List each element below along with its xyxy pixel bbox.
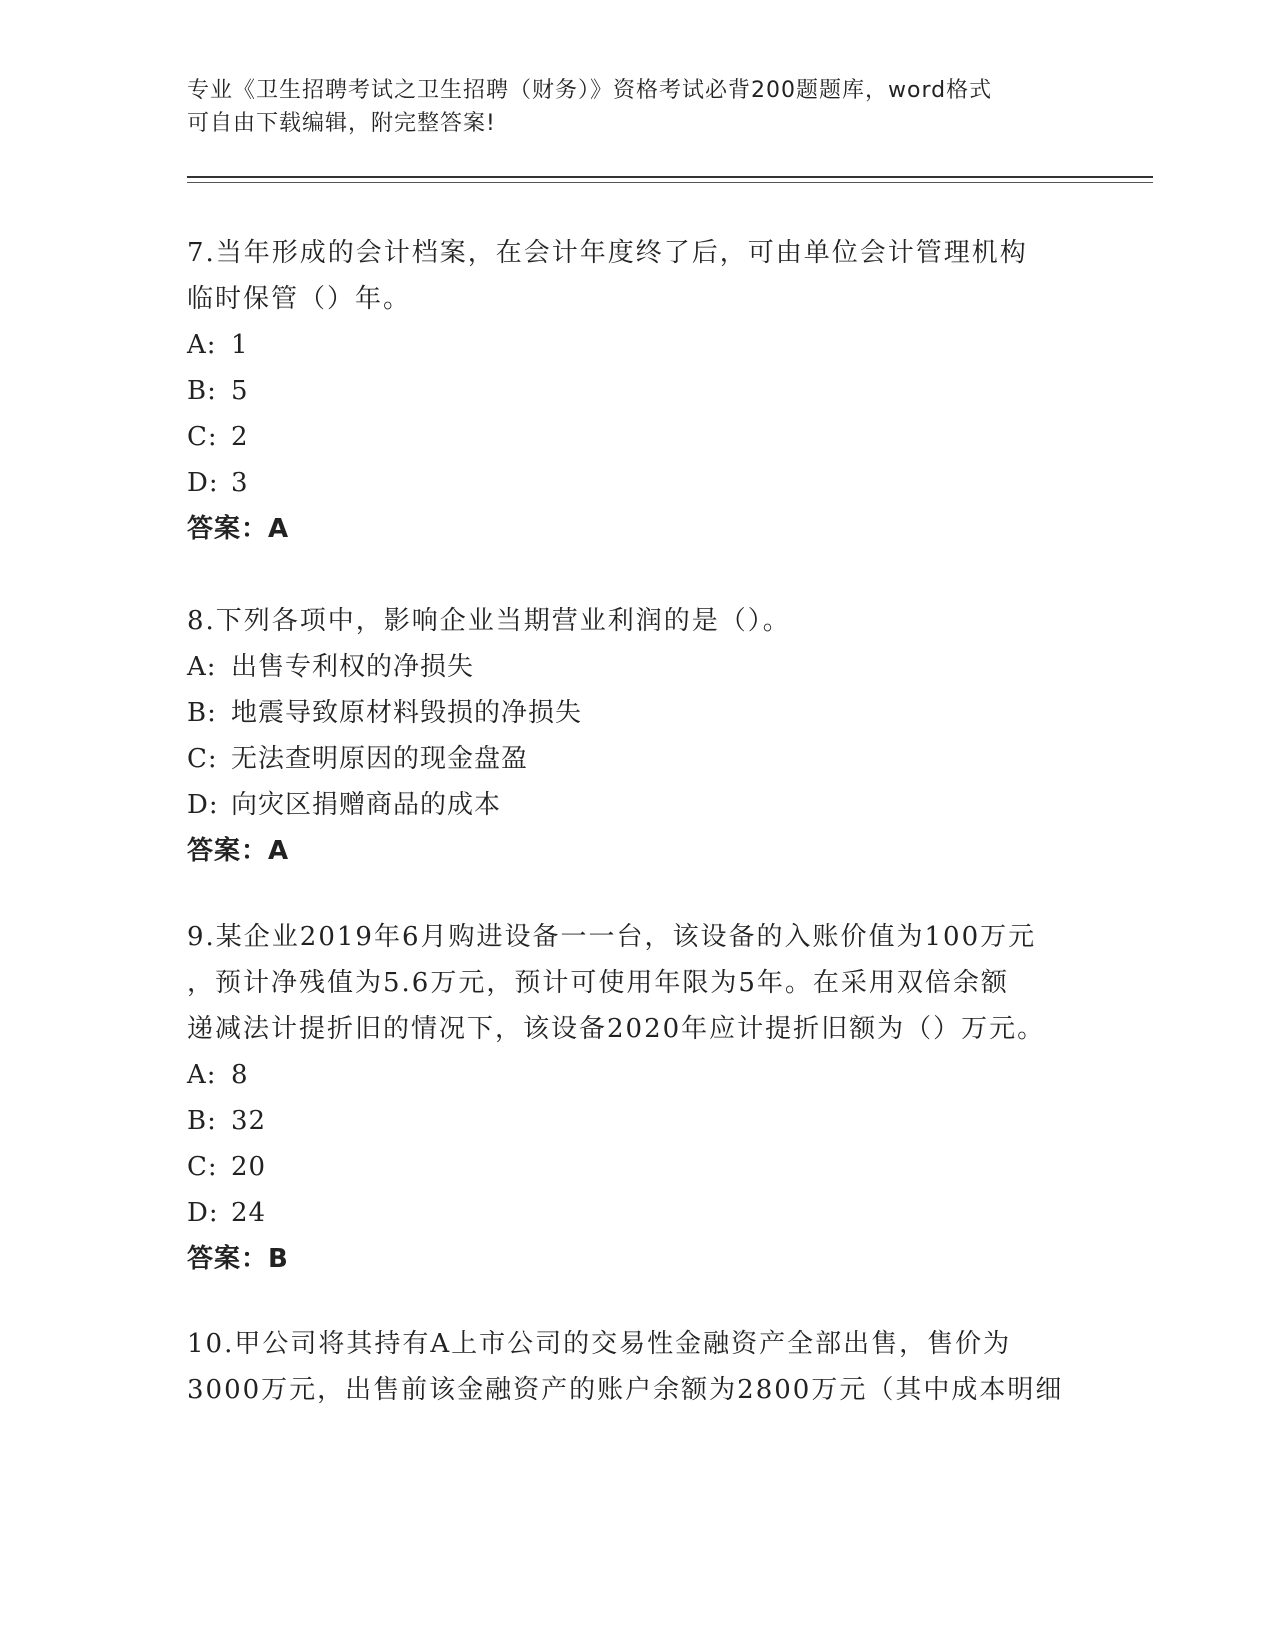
question-text-line: 临时保管（）年。 (187, 284, 412, 314)
option-a (187, 322, 1087, 368)
option-a (187, 1052, 1087, 1098)
option-value: 出售专利权的净损失 (231, 652, 475, 682)
option-value: 20 (231, 1152, 267, 1182)
option-key: B: (187, 376, 217, 406)
option-value: 3 (231, 468, 249, 498)
answer: 答案：A (187, 836, 290, 866)
option-key: C: (187, 744, 218, 774)
option-value: 向灾区捐赠商品的成本 (231, 790, 502, 820)
question-text-line: 10.甲公司将其持有A上市公司的交易性金融资产全部出售，售价为 (187, 1329, 1012, 1359)
option-b (187, 1098, 1087, 1144)
option-value: 2 (231, 422, 249, 452)
option-d (187, 460, 1087, 506)
answer: 答案：A (187, 514, 290, 544)
option-value: 无法查明原因的现金盘盈 (231, 744, 529, 774)
header-divider (187, 176, 1153, 178)
option-c (187, 414, 1087, 460)
question-text-line: 8.下列各项中，影响企业当期营业利润的是（）。 (187, 606, 791, 636)
question-9 (187, 914, 1087, 1282)
option-value: 1 (231, 330, 249, 360)
option-b (187, 368, 1087, 414)
option-value: 地震导致原材料毁损的净损失 (231, 698, 583, 728)
option-key: B: (187, 698, 217, 728)
header-line-1: 专业《卫生招聘考试之卫生招聘（财务）》资格考试必背200题题库，word格式 (187, 78, 993, 103)
header-line-2: 可自由下载编辑，附完整答案! (187, 111, 496, 136)
question-8 (187, 598, 1087, 874)
question-text-line: 3000万元，出售前该金融资产的账户余额为2800万元（其中成本明细 (187, 1375, 1064, 1405)
option-key: A: (187, 652, 217, 682)
question-7 (187, 230, 1087, 552)
option-key: A: (187, 1060, 217, 1090)
question-10 (187, 1321, 1087, 1413)
document-header (187, 74, 1087, 140)
option-key: D: (187, 1198, 219, 1228)
option-a (187, 644, 1087, 690)
option-key: B: (187, 1106, 217, 1136)
option-d (187, 1190, 1087, 1236)
option-key: D: (187, 790, 219, 820)
option-d (187, 782, 1087, 828)
option-value: 32 (231, 1106, 267, 1136)
question-text-line: ，预计净残值为5.6万元，预计可使用年限为5年。在采用双倍余额 (187, 968, 1009, 998)
option-c (187, 1144, 1087, 1190)
question-text-line: 9.某企业2019年6月购进设备一一台，该设备的入账价值为100万元 (187, 922, 1037, 952)
option-key: D: (187, 468, 219, 498)
answer: 答案：B (187, 1244, 289, 1274)
option-c (187, 736, 1087, 782)
option-value: 5 (231, 376, 249, 406)
header-divider-thin (187, 182, 1153, 183)
question-text-line: 7.当年形成的会计档案，在会计年度终了后，可由单位会计管理机构 (187, 238, 1028, 268)
option-value: 8 (231, 1060, 249, 1090)
option-key: C: (187, 1152, 218, 1182)
option-key: A: (187, 330, 217, 360)
question-text-line: 递减法计提折旧的情况下，该设备2020年应计提折旧额为（）万元。 (187, 1014, 1046, 1044)
option-key: C: (187, 422, 218, 452)
option-b (187, 690, 1087, 736)
option-value: 24 (231, 1198, 267, 1228)
